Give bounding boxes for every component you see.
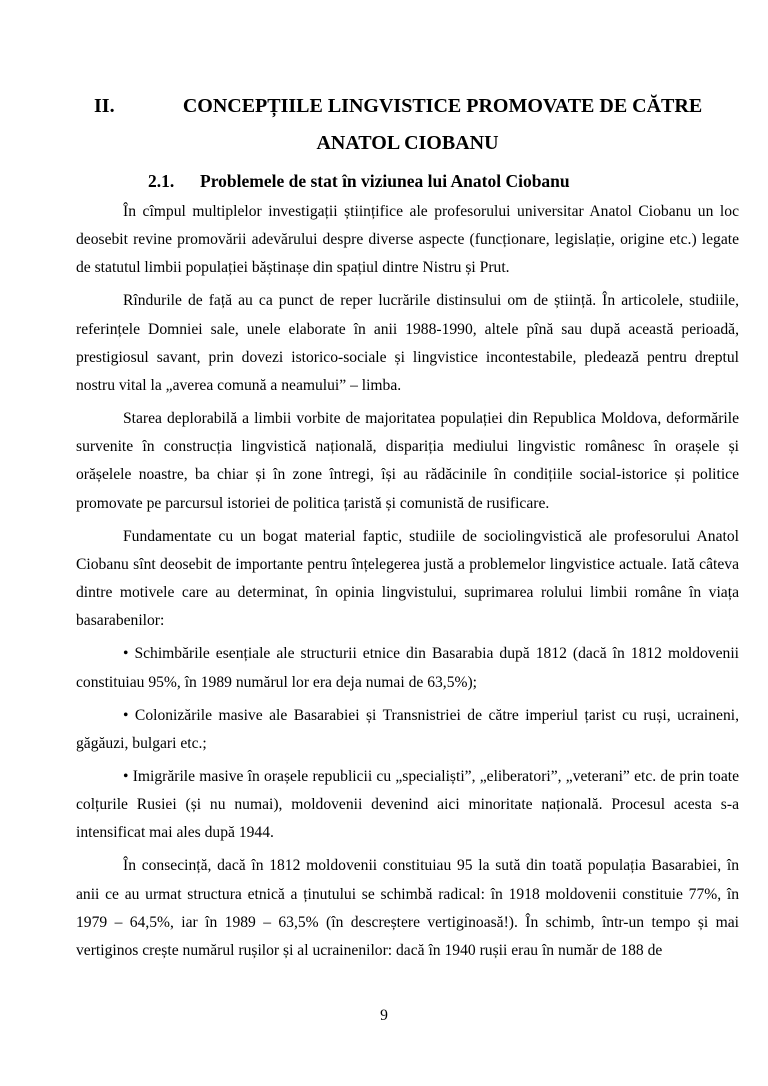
chapter-heading xyxy=(76,88,739,162)
chapter-number: II. xyxy=(94,95,115,117)
paragraph: În consecință, dacă în 1812 moldovenii constituiau 95 la sută din toată populația Basarabiei, în anii ce au urmat structura etnică a ținutului se schimbă radical: în 1918 moldovenii constituie 77%, în 1979 – 64,5%, iar în 1989 – 63,5% (în descreștere vertiginoasă!). În schimb, într-un tempo și mai vertiginos crește numărul rușilor și al ucrainenilor: dacă în 1940 rușii erau în număr de 188 de xyxy=(76,857,739,959)
paragraph: Fundamentate cu un bogat material faptic, studiile de sociolingvistică ale profesorului Anatol Ciobanu sînt deosebit de importante pentru înțelegerea justă a problemelor lingvistice actuale. Iată câteva dintre motivele care au determinat, în opinia lingvistului, suprimarea rolului limbii române în viața basarabenilor: xyxy=(76,527,739,630)
paragraph: Rîndurile de față au ca punct de reper lucrările distinsului om de știință. În articolele, studiile, referințele Domniei sale, unele elaborate în anii 1988-1990, altele pînă sau după această perioadă, prestigiosul savant, prin dovezi istorico-sociale și lingvistice incontestabile, pledează pentru dreptul nostru vital la „averea comună a neamului” – limba. xyxy=(76,292,739,394)
section-heading xyxy=(148,167,570,195)
bullet-paragraph: • Colonizările masive ale Basarabiei și Transnistriei de către imperiul țarist cu ruși, ucraineni, găgăuzi, bulgari etc.; xyxy=(76,706,739,752)
paragraph: Starea deplorabilă a limbii vorbite de majoritatea populației din Republica Moldova, deformările survenite în construcția lingvistică națională, dispariția mediului lingvistic românesc în orașele și orășelele noastre, ba chiar și în zone întregi, își au rădăcinile în condițiile social-istorice și politice promovate pe parcursul istoriei de politica țaristă și comunistă de rusificare. xyxy=(76,410,739,512)
chapter-title-line-2: ANATOL CIOBANU xyxy=(316,132,499,154)
chapter-title-line-1: CONCEPȚIILE LINGVISTICE PROMOVATE DE CĂTRE xyxy=(182,95,703,117)
bullet-paragraph: • Schimbările esențiale ale structurii etnice din Basarabia după 1812 (dacă în 1812 moldovenii constituiau 95%, în 1989 numărul lor era deja numai de 63,5%); xyxy=(76,645,739,691)
body-text xyxy=(76,198,739,970)
page-number: 9 xyxy=(380,1007,388,1024)
section-number: 2.1. xyxy=(148,171,175,191)
section-title: Problemele de stat în viziunea lui Anatol Ciobanu xyxy=(200,171,570,191)
bullet-paragraph: • Imigrările masive în orașele republicii cu „specialiști”, „eliberatori”, „veterani” etc. de prin toate colțurile Rusiei (și nu numai), moldovenii devenind aici minoritate națională. Procesul acesta s-a intensificat mai ales după 1944. xyxy=(76,767,739,842)
paragraph: În cîmpul multiplelor investigații științifice ale profesorului universitar Anatol Ciobanu un loc deosebit revine promovării adevărului despre diverse aspecte (funcționare, legislație, origine etc.) legate de statutul limbii populației băștinașe din spațiul dintre Nistru și Prut. xyxy=(76,203,739,277)
